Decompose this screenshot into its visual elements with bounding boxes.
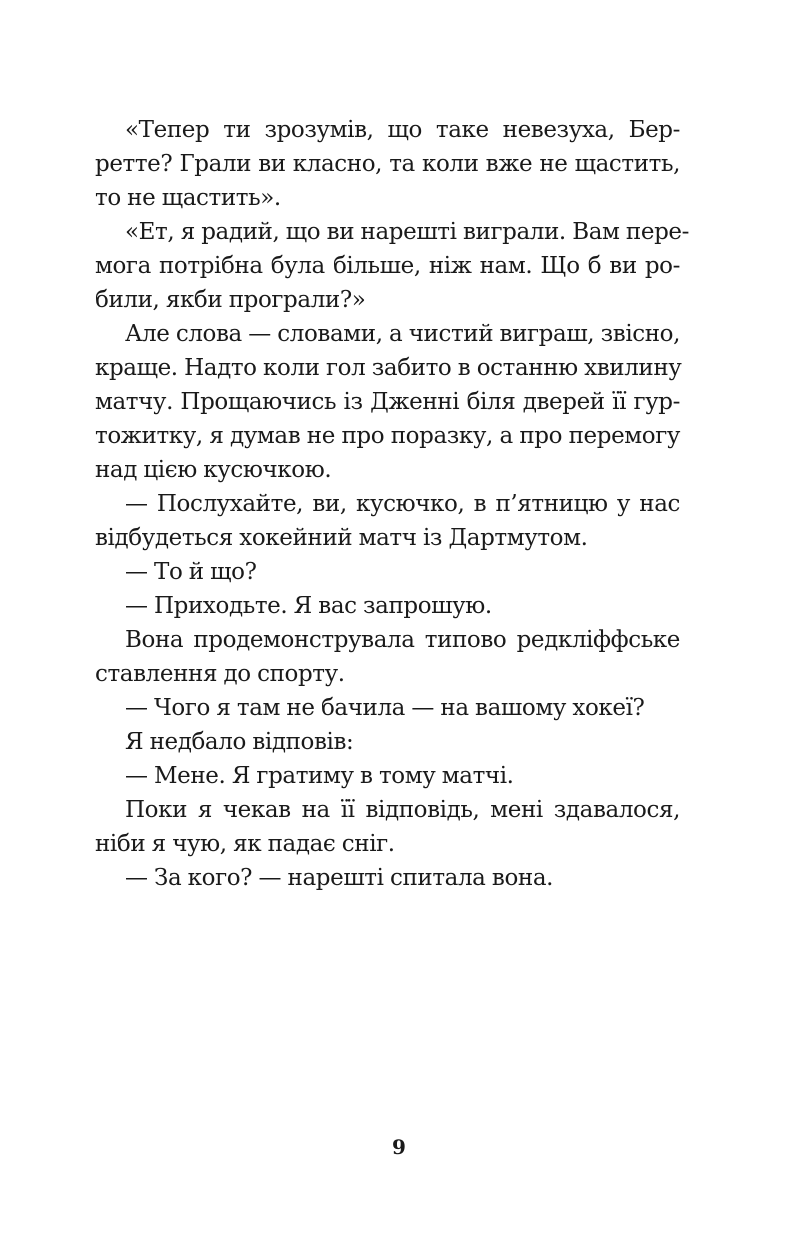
text-line: відбудеться хокейний матч із Дартмутом.	[95, 525, 588, 551]
body-text	[95, 113, 689, 895]
text-line: — Мене. Я гратиму в тому матчі.	[125, 763, 514, 789]
text-line: — Чого я там не бачила — на вашому хокеї?	[125, 695, 645, 721]
text-line: тожитку, я думав не про поразку, а про перемогу	[95, 423, 680, 449]
text-line: над цією кусючкою.	[95, 457, 332, 483]
text-line: — Приходьте. Я вас запрошую.	[125, 593, 492, 619]
text-line: били, якби програли?»	[95, 287, 366, 313]
text-line: ніби я чую, як падає сніг.	[95, 831, 395, 857]
text-line: «Ет, я радий, що ви нарешті виграли. Вам пере-	[125, 219, 689, 245]
text-line: — То й що?	[125, 559, 257, 585]
text-line: ретте? Грали ви класно, та коли вже не щастить,	[95, 151, 680, 177]
page-number: 9	[392, 1135, 406, 1159]
text-line: Вона продемонструвала типово редкліффське	[125, 627, 680, 653]
text-line: Поки я чекав на її відповідь, мені здавалося,	[125, 797, 680, 823]
text-line: Я недбало відповів:	[125, 729, 354, 755]
text-line: ставлення до спорту.	[95, 661, 345, 687]
text-line: Але слова — словами, а чистий виграш, звісно,	[125, 321, 681, 347]
text-line: — За кого? — нарешті спитала вона.	[125, 865, 554, 891]
text-line: мога потрібна була більше, ніж нам. Що б ви ро-	[95, 253, 680, 279]
text-line: то не щастить».	[95, 185, 281, 211]
text-line: краще. Надто коли гол забито в останню хвилину	[95, 355, 682, 381]
text-line: «Тепер ти зрозумів, що таке невезуха, Бер-	[125, 117, 680, 143]
text-line: матчу. Прощаючись із Дженні біля дверей її гур-	[95, 389, 680, 415]
text-line: — Послухайте, ви, кусючко, в п’ятницю у нас	[125, 491, 680, 517]
